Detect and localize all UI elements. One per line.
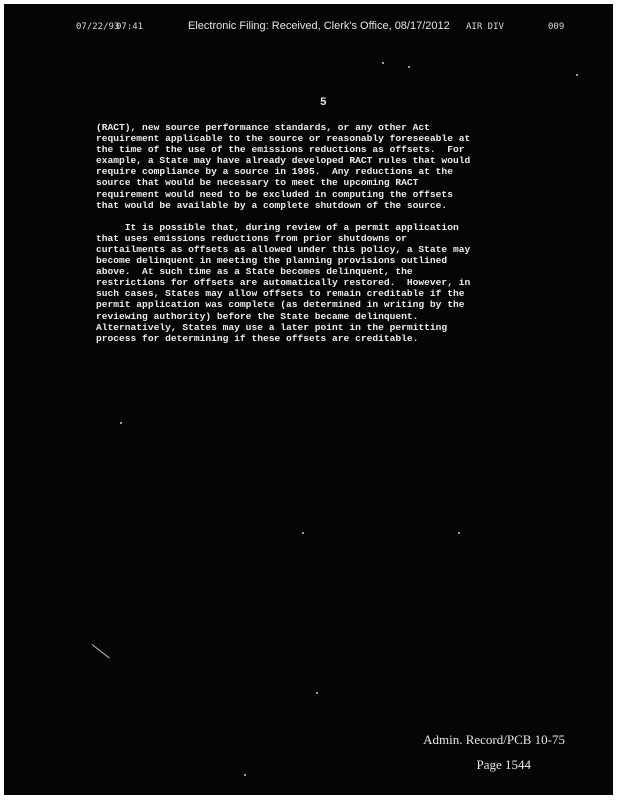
fax-page-counter: 009 <box>548 22 565 32</box>
record-page-number: Page 1544 <box>476 757 531 772</box>
fax-time: 07:41 <box>116 22 144 32</box>
admin-record-label: Admin. Record/PCB 10-75 <box>423 732 565 747</box>
scan-speck <box>244 774 246 776</box>
document-body <box>96 122 566 344</box>
fax-date: 07/22/93 <box>76 22 120 32</box>
paragraph: It is possible that, during review of a permit application that uses emissions reductions from prior shutdowns or curtailments as offsets as allowed under this policy, a State may become delinquent in meeting the planning provisions outlined above. At such time as a State becomes delinquent, the restrictions for offsets are automatically restored. However, in such cases, States may allow offsets to remain creditable if the permit application was complete (as determined in writing by the reviewing authority) before the State became delinquent. Alternatively, States may use a later point in the permitting process for determining if these offsets are creditable. <box>96 221 471 344</box>
scan-speck <box>408 66 410 68</box>
fax-header <box>76 22 583 38</box>
page-number: 5 <box>320 97 327 109</box>
scan-speck <box>458 532 460 534</box>
scan-speck <box>382 62 384 64</box>
scan-speck <box>302 532 304 534</box>
paragraph: (RACT), new source performance standards, or any other Act requirement applicable to the source or reasonably foreseeable at the time of the use of the emissions reductions as offsets. For example, a State may have already developed RACT rules that would require compliance by a source in 1995. Any reductions at the source that would be necessary to meet the upcoming RACT requirement would need to be excluded in computing the offsets that would be available by a complete shutdown of the source. <box>96 122 471 211</box>
scanned-page <box>4 4 613 795</box>
scan-speck <box>120 422 122 424</box>
filing-stamp: Electronic Filing: Received, Clerk's Office, 08/17/2012 <box>188 20 450 32</box>
fax-agency: AIR DIV <box>466 22 504 32</box>
scan-speck <box>316 692 318 694</box>
scan-artifact <box>92 644 110 658</box>
scan-speck <box>576 74 578 76</box>
